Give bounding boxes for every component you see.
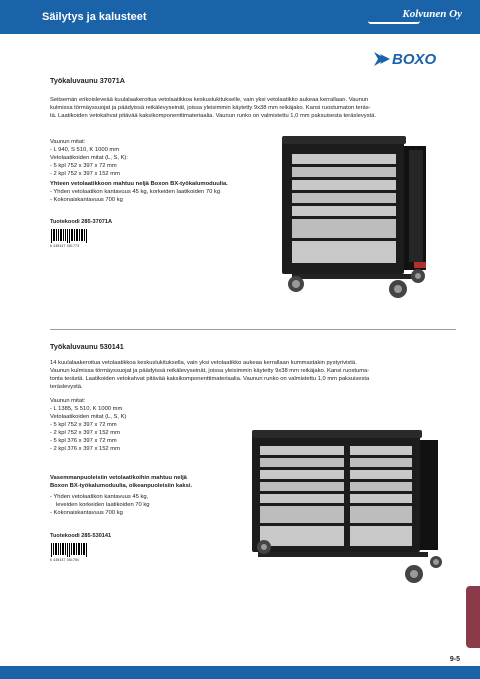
page-header bbox=[0, 0, 480, 34]
product-specs: Vaunun mitat: - L 1385, S 510, K 1000 mm Vetolaatikoiden mitat (L, S, K) - 5 kpl 752 x 397 x 72 mm - 2 kpl 752 x 397 x 152 mm - 5 kpl 376 x 397 x 72 mm - 2 kpl 376 x 397 x 152 mm bbox=[50, 398, 127, 452]
product-highlight: Vasemmanpuoleisiin vetolaatikoihin mahtuu neljä Boxon BX-työkalumoduulia, oikeanpuoleisiin kaksi. bbox=[50, 475, 193, 489]
page-number: 9-5 bbox=[449, 656, 460, 663]
product-description: 14 kuulalaakeroitua vetolaatikkoa keskuslukituksella, vain yksi vetolaatikko aukeaa kerrallaan kummastakin pystyrivistä. Vaunun kulmissa törmäyssuojat ja päädyissä reikälevyseinät, joissa yleisimmin käytetty 9x38 mm reikäjako. Kansi ruostuma- tonta terästä. Laatikoiden vetokahvat pitävää kaksikomponenttimateriaalia. Vaunun runko on valmistettu 1,0 mm paksuisesta teräslevystä. bbox=[50, 360, 370, 390]
barcode-number: 6 438437 081773 bbox=[50, 244, 80, 248]
chapter-tab bbox=[466, 586, 480, 648]
product-description: Seitsemän erikoisleveää kuulalaakeroitua vetolaatikkoa keskuslukitukselle, vain yksi vetolaatikko aukeaa kerrallaan. Vaunun kulmissa törmäyssuojat ja päädyissä reikälevyseinät, joissa yleisimmin käytetty 9x38 mm reikäjako. Kansi ruostumaton terás- tä. Laatikoiden vetokahvat pitävää kaksikomponenttimateriaalia. Vaunun runko on valmistettu 1,0 mm paksuisesta teräslevystä. bbox=[50, 97, 376, 119]
product-specs: Vaunun mitat: - L 940, S 510, K 1000 mm Vetolaatikoiden mitat (L, S, K): - 5 kpl 752 x 397 x 72 mm - 2 kpl 752 x 397 x 152 mm Yhteen vetolaatikkoon mahtuu neljä Boxon BX-työkalumoduulia. - Yhden vetolaatikon kantavuus 45 kg, korkeiden laatikoiden 70 kg - Kokonaiskantavuus 700 kg bbox=[50, 139, 228, 203]
product-code: Tuotekoodi 285-37071A bbox=[50, 219, 113, 225]
product-code: Tuotekoodi 285-530141 bbox=[50, 533, 112, 539]
brand-swoosh bbox=[368, 21, 420, 24]
tool-cabinet-image bbox=[246, 428, 446, 588]
brand-logo: Kolvunen Oy bbox=[402, 8, 462, 20]
product-title: Työkaluvaunu 37071A bbox=[50, 76, 125, 85]
section-title: Säilytys ja kalusteet bbox=[42, 11, 147, 23]
tool-cabinet-image bbox=[278, 134, 438, 304]
product-notes: - Yhden vetolaatikon kantavuus 45 kg, leveiden korkeiden laatikoiden 70 kg - Kokonaiskantavuus 700 kg bbox=[50, 494, 150, 516]
boxo-logo bbox=[372, 48, 456, 70]
boxo-logo-text: BOXO bbox=[392, 51, 437, 68]
product-highlight: Yhteen vetolaatikkoon mahtuu neljä Boxon BX-työkalumoduulia. bbox=[50, 181, 228, 187]
section-divider bbox=[50, 329, 456, 330]
barcode-number: 6 438437 081780 bbox=[50, 558, 80, 562]
page-footer bbox=[0, 666, 480, 679]
product-title: Työkaluvaunu 530141 bbox=[50, 342, 124, 351]
barcode bbox=[50, 543, 88, 557]
barcode bbox=[50, 229, 88, 243]
